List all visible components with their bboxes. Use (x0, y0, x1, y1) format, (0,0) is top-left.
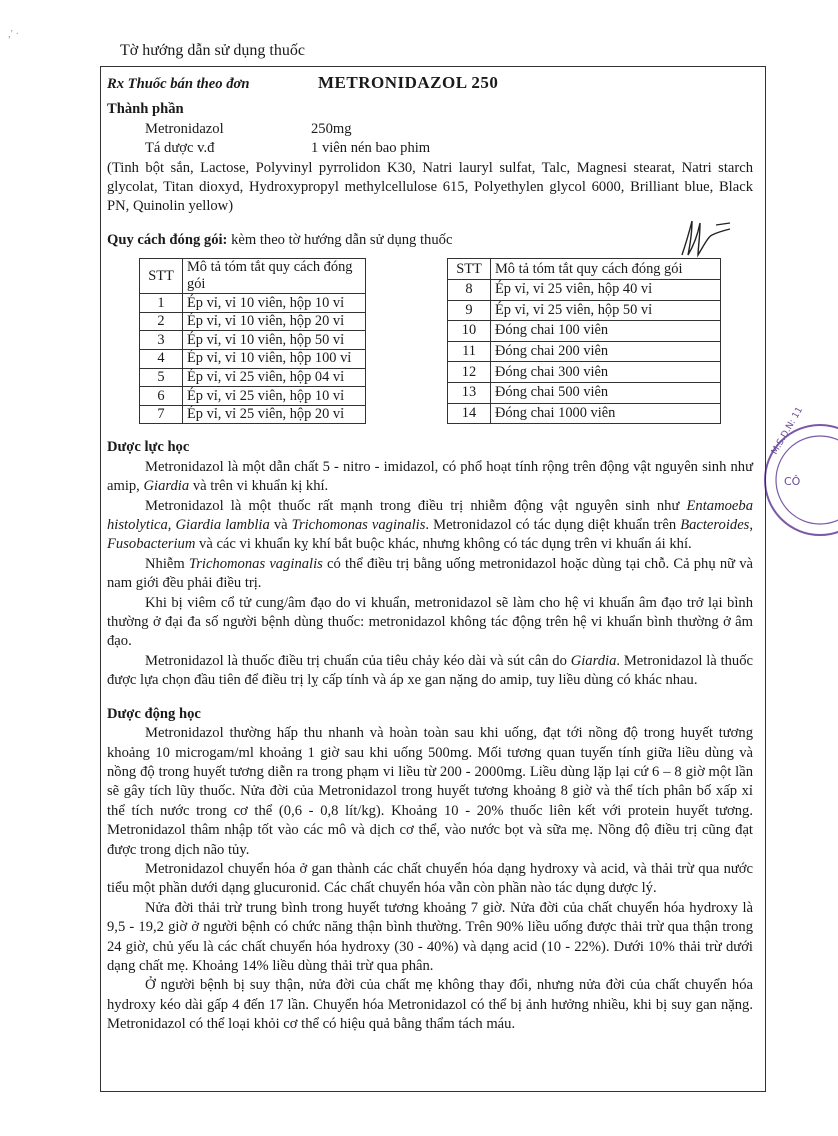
table-row (140, 331, 366, 350)
stt-cell: 2 (140, 312, 183, 331)
desc-cell: Ép vỉ, vỉ 10 viên, hộp 20 vỉ (183, 312, 366, 331)
stt-cell: 4 (140, 350, 183, 369)
pk-paragraph-1: Metronidazol thường hấp thu nhanh và hoàn toàn sau khi uống, đạt tới nồng độ trong huyết tương khoảng 10 microgam/ml khoảng 1 giờ sau khi uống 500mg. Mối tương quan tuyến tính giữa liều dùng và nồng độ trong huyết tương diễn ra trong phạm vi liều từ 200 - 2000mg. Liều dùng lặp lại cứ 6 – 8 giờ một lần sẽ gây tích lũy thuốc. Nửa đời của Metronidazol trong huyết tương khoảng 8 giờ và thể tích phân bố xấp xỉ thể tích nước trong cơ thể (0,6 - 0,8 lít/kg). Khoảng 10 - 20% thuốc liên kết với protein huyết tương. Metronidazol thâm nhập tốt vào các mô và dịch cơ thể, vào nước bọt và sữa mẹ. Nồng độ điều trị cũng đạt được trong dịch não tủy. (107, 725, 753, 858)
header-stt: STT (140, 259, 183, 294)
header-stt: STT (448, 259, 491, 280)
desc-cell: Ép vỉ, vỉ 10 viên, hộp 10 vỉ (183, 294, 366, 313)
table-row (140, 387, 366, 406)
leaflet-header: Tờ hướng dẫn sử dụng thuốc (120, 42, 305, 59)
stt-cell: 14 (448, 403, 491, 424)
composition-row (107, 120, 753, 139)
stt-cell: 6 (140, 387, 183, 406)
desc-cell: Đóng chai 1000 viên (491, 403, 721, 424)
pk-paragraph-3: Nửa đời thải trừ trung bình trong huyết tương khoảng 7 giờ. Nửa đời của chất chuyển hóa hydroxy là 9,5 - 19,2 giờ ở người bệnh có chức năng thận bình thường. Trên 90% liều uống được thải trừ qua thận trong 24 giờ, chủ yếu là các chất chuyển hóa hydroxy (30 - 40%) và dạng acid (10 - 22%). Dưới 10% thải trừ dưới dạng chất mẹ. Khoảng 14% liều dùng thải trừ qua phân. (107, 899, 753, 974)
composition-row (107, 139, 753, 158)
table-row (448, 279, 721, 300)
packaging-label: Quy cách đóng gói: (107, 231, 228, 248)
table-row (448, 383, 721, 404)
pk-paragraph-4: Ở người bệnh bị suy thận, nửa đời của chất mẹ không thay đổi, nhưng nửa đời của chất chuyển hóa hydroxy kéo dài gấp 4 đến 17 lần. Chuyển hóa Metronidazol có thể bị ảnh hưởng nhiều, khi bị suy gan nặng. Metronidazol có thể loại khỏi cơ thể có hiệu quả bằng thẩm tách máu. (107, 977, 753, 1033)
packaging-line (107, 231, 753, 250)
pd-paragraph-5: Metronidazol là thuốc điều trị chuẩn của tiêu chảy kéo dài và sút cân do Giardia. Metronidazol là thuốc được lựa chọn đầu tiên để điều trị lỵ cấp tính và áp xe gan nặng do amip, tuy liều dùng có khác nhau. (107, 652, 754, 689)
desc-cell: Ép vỉ, vỉ 25 viên, hộp 10 vỉ (183, 387, 366, 406)
table-row (448, 300, 721, 321)
ingredient-value: 250mg (311, 120, 352, 137)
pd-paragraph-2: Metronidazol là một thuốc rất mạnh trong điều trị nhiễm động vật nguyên sinh như Entamoeba histolytica, Giardia lamblia và Trichomonas vaginalis. Metronidazol có tác dụng diệt khuẩn trên Bacteroides, Fusobacterium và các vi khuẩn kỵ khí bắt buộc khác, nhưng không có tác dụng trên vi khuẩn ái khí. (107, 497, 754, 553)
stt-cell: 5 (140, 368, 183, 387)
desc-cell: Đóng chai 300 viên (491, 362, 721, 383)
pharmacodynamics-title: Dược lực học (107, 439, 190, 456)
drug-name: METRONIDAZOL 250 (318, 73, 499, 92)
pd-paragraph-1: Metronidazol là một dẫn chất 5 - nitro - imidazol, có phổ hoạt tính rộng trên động vật nguyên sinh như amip, Giardia và trên vi khuẩn kị khí. (107, 458, 753, 495)
stt-cell: 7 (140, 405, 183, 424)
leaflet-frame (100, 66, 766, 1092)
table-row (448, 403, 721, 424)
official-stamp (758, 405, 838, 545)
stt-cell: 3 (140, 331, 183, 350)
stt-cell: 11 (448, 341, 491, 362)
pk-paragraph-2: Metronidazol chuyển hóa ở gan thành các chất chuyển hóa dạng hydroxy và acid, và thải trừ qua nước tiểu một phần dưới dạng glucuronid. Các chất chuyển hóa vẫn còn phần nào tác dụng dược lý. (107, 860, 753, 897)
stt-cell: 12 (448, 362, 491, 383)
excipients-text: (Tinh bột sắn, Lactose, Polyvinyl pyrrolidon K30, Natri lauryl sulfat, Talc, Magnesi stearat, Natri starch glycolat, Titan dioxyd, Hydroxypropyl methylcellulose 615, Polyethylen glycol 6000, Brilliant blue, Black PN, Quinolin yellow) (107, 159, 753, 215)
scan-mark: ,' · (8, 28, 20, 40)
packaging-text: kèm theo tờ hướng dẫn sử dụng thuốc (227, 231, 453, 248)
desc-cell: Đóng chai 100 viên (491, 321, 721, 342)
rx-label: Rx Thuốc bán theo đơn (107, 76, 250, 92)
desc-cell: Ép vỉ, vỉ 25 viên, hộp 50 vỉ (491, 300, 721, 321)
table-header-row (140, 259, 366, 294)
stt-cell: 10 (448, 321, 491, 342)
packaging-table-right (447, 258, 721, 424)
table-row (448, 362, 721, 383)
desc-cell: Ép vỉ, vỉ 25 viên, hộp 20 vỉ (183, 405, 366, 424)
svg-text:M.S.D.N: 11: M.S.D.N: 11 (769, 405, 806, 457)
table-row (448, 341, 721, 362)
header-desc: Mô tả tóm tắt quy cách đóng gói (183, 259, 366, 294)
pd-paragraph-4: Khi bị viêm cổ tử cung/âm đạo do vi khuẩn, metronidazol sẽ làm cho hệ vi khuẩn âm đạo trở lại bình thường ở đại đa số người bệnh dùng thuốc: metronidazol không tác động trên hệ vi khuẩn bình thường ở âm đạo. (107, 594, 753, 650)
table-header-row (448, 259, 721, 280)
stt-cell: 9 (448, 300, 491, 321)
desc-cell: Đóng chai 500 viên (491, 383, 721, 404)
stt-cell: 8 (448, 279, 491, 300)
stt-cell: 13 (448, 383, 491, 404)
desc-cell: Ép vỉ, vỉ 10 viên, hộp 100 vỉ (183, 350, 366, 369)
table-row (140, 405, 366, 424)
pharmacokinetics-title: Dược động học (107, 705, 201, 722)
header-desc: Mô tả tóm tắt quy cách đóng gói (491, 259, 721, 280)
desc-cell: Ép vỉ, vỉ 25 viên, hộp 04 vỉ (183, 368, 366, 387)
table-row (448, 321, 721, 342)
ingredient-name: Tá dược v.đ (145, 140, 215, 157)
stt-cell: 1 (140, 294, 183, 313)
table-row (140, 312, 366, 331)
desc-cell: Đóng chai 200 viên (491, 341, 721, 362)
ingredient-name: Metronidazol (145, 120, 224, 137)
ingredient-value: 1 viên nén bao phim (311, 140, 431, 157)
composition-title: Thành phần (107, 101, 184, 118)
packaging-table-left (139, 258, 366, 424)
table-row (140, 368, 366, 387)
table-row (140, 294, 366, 313)
svg-text:CÔ: CÔ (784, 475, 801, 488)
pd-paragraph-3: Nhiễm Trichomonas vaginalis có thể điều trị bằng uống metronidazol hoặc dùng tại chỗ. Cả phụ nữ và nam giới đều phải điều trị. (107, 555, 753, 592)
desc-cell: Ép vỉ, vỉ 25 viên, hộp 40 vỉ (491, 279, 721, 300)
desc-cell: Ép vỉ, vỉ 10 viên, hộp 50 vỉ (183, 331, 366, 350)
table-row (140, 350, 366, 369)
